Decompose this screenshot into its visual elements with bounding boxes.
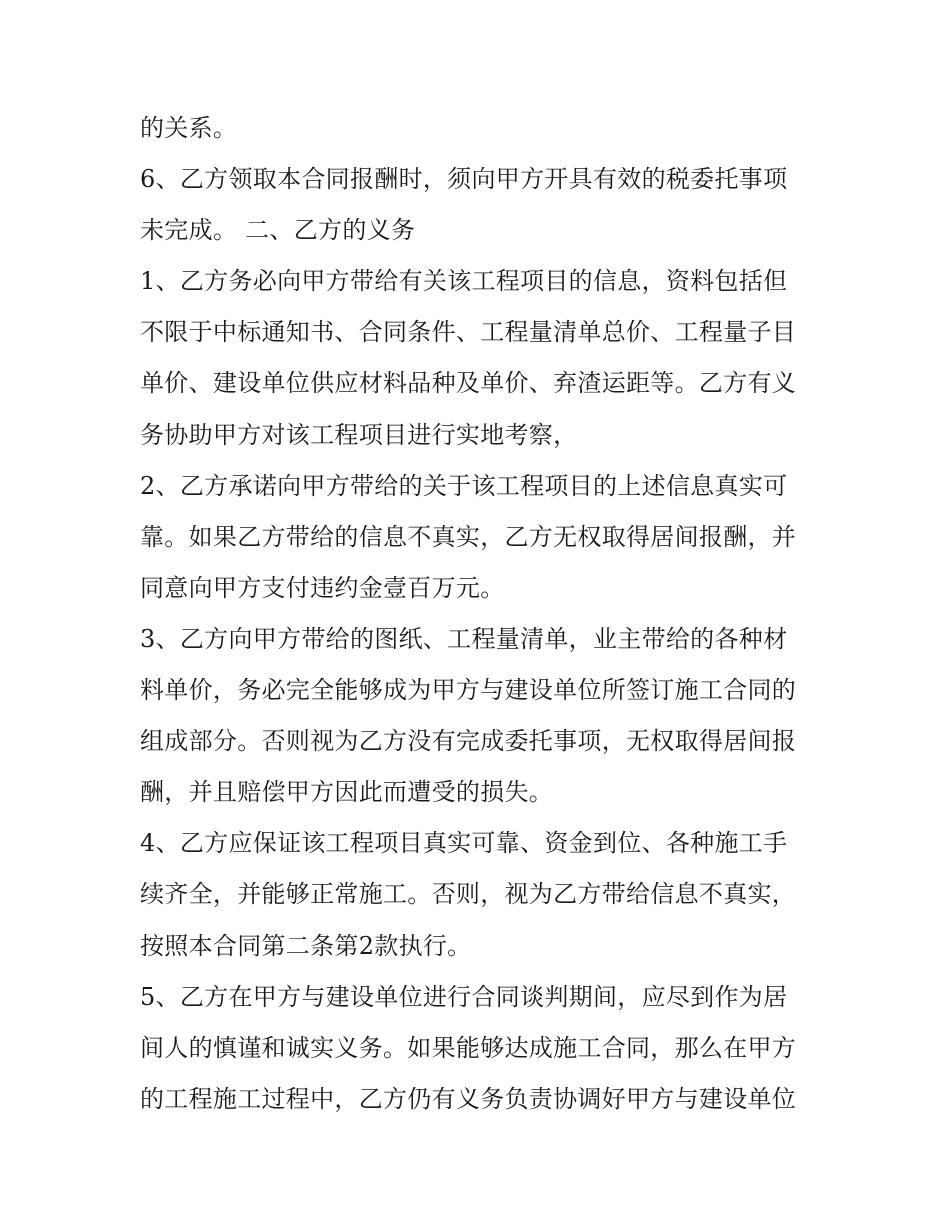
text-line: 不限于中标通知书、合同条件、工程量清单总价、工程量子目 bbox=[140, 318, 797, 347]
text-line: 2、乙方承诺向甲方带给的关于该工程项目的上述信息真实可 bbox=[140, 471, 788, 500]
text-line: 5、乙方在甲方与建设单位进行合同谈判期间，应尽到作为居 bbox=[140, 982, 788, 1011]
text-line: 靠。如果乙方带给的信息不真实，乙方无权取得居间报酬，并 bbox=[140, 522, 797, 551]
text-line: 的工程施工过程中，乙方仍有义务负责协调好甲方与建设单位 bbox=[140, 1084, 797, 1113]
text-line: 4、乙方应保证该工程项目真实可靠、资金到位、各种施工手 bbox=[140, 829, 788, 858]
text-line: 务协助甲方对该工程项目进行实地考察， bbox=[140, 420, 578, 449]
contract-body-text bbox=[140, 109, 820, 1131]
text-line: 未完成。 二、乙方的义务 bbox=[140, 216, 416, 245]
text-line: 续齐全，并能够正常施工。否则，视为乙方带给信息不真实， bbox=[140, 880, 797, 909]
text-line: 酬，并且赔偿甲方因此而遭受的损失。 bbox=[140, 778, 554, 807]
text-line: 按照本合同第二条第2款执行。 bbox=[140, 931, 472, 960]
text-line: 组成部分。否则视为乙方没有完成委托事项，无权取得居间报 bbox=[140, 727, 797, 756]
text-line: 同意向甲方支付违约金壹百万元。 bbox=[140, 573, 505, 602]
text-line: 3、乙方向甲方带给的图纸、工程量清单，业主带给的各种材 bbox=[140, 624, 788, 653]
text-line: 的关系。 bbox=[140, 114, 238, 142]
text-line: 1、乙方务必向甲方带给有关该工程项目的信息，资料包括但 bbox=[140, 267, 788, 296]
text-line: 6、乙方领取本合同报酬时，须向甲方开具有效的税委托事项 bbox=[140, 165, 788, 194]
text-line: 单价、建设单位供应材料品种及单价、弃渣运距等。乙方有义 bbox=[140, 369, 797, 398]
text-line: 间人的慎谨和诚实义务。如果能够达成施工合同，那么在甲方 bbox=[140, 1033, 797, 1062]
text-line: 料单价，务必完全能够成为甲方与建设单位所签订施工合同的 bbox=[140, 676, 797, 705]
